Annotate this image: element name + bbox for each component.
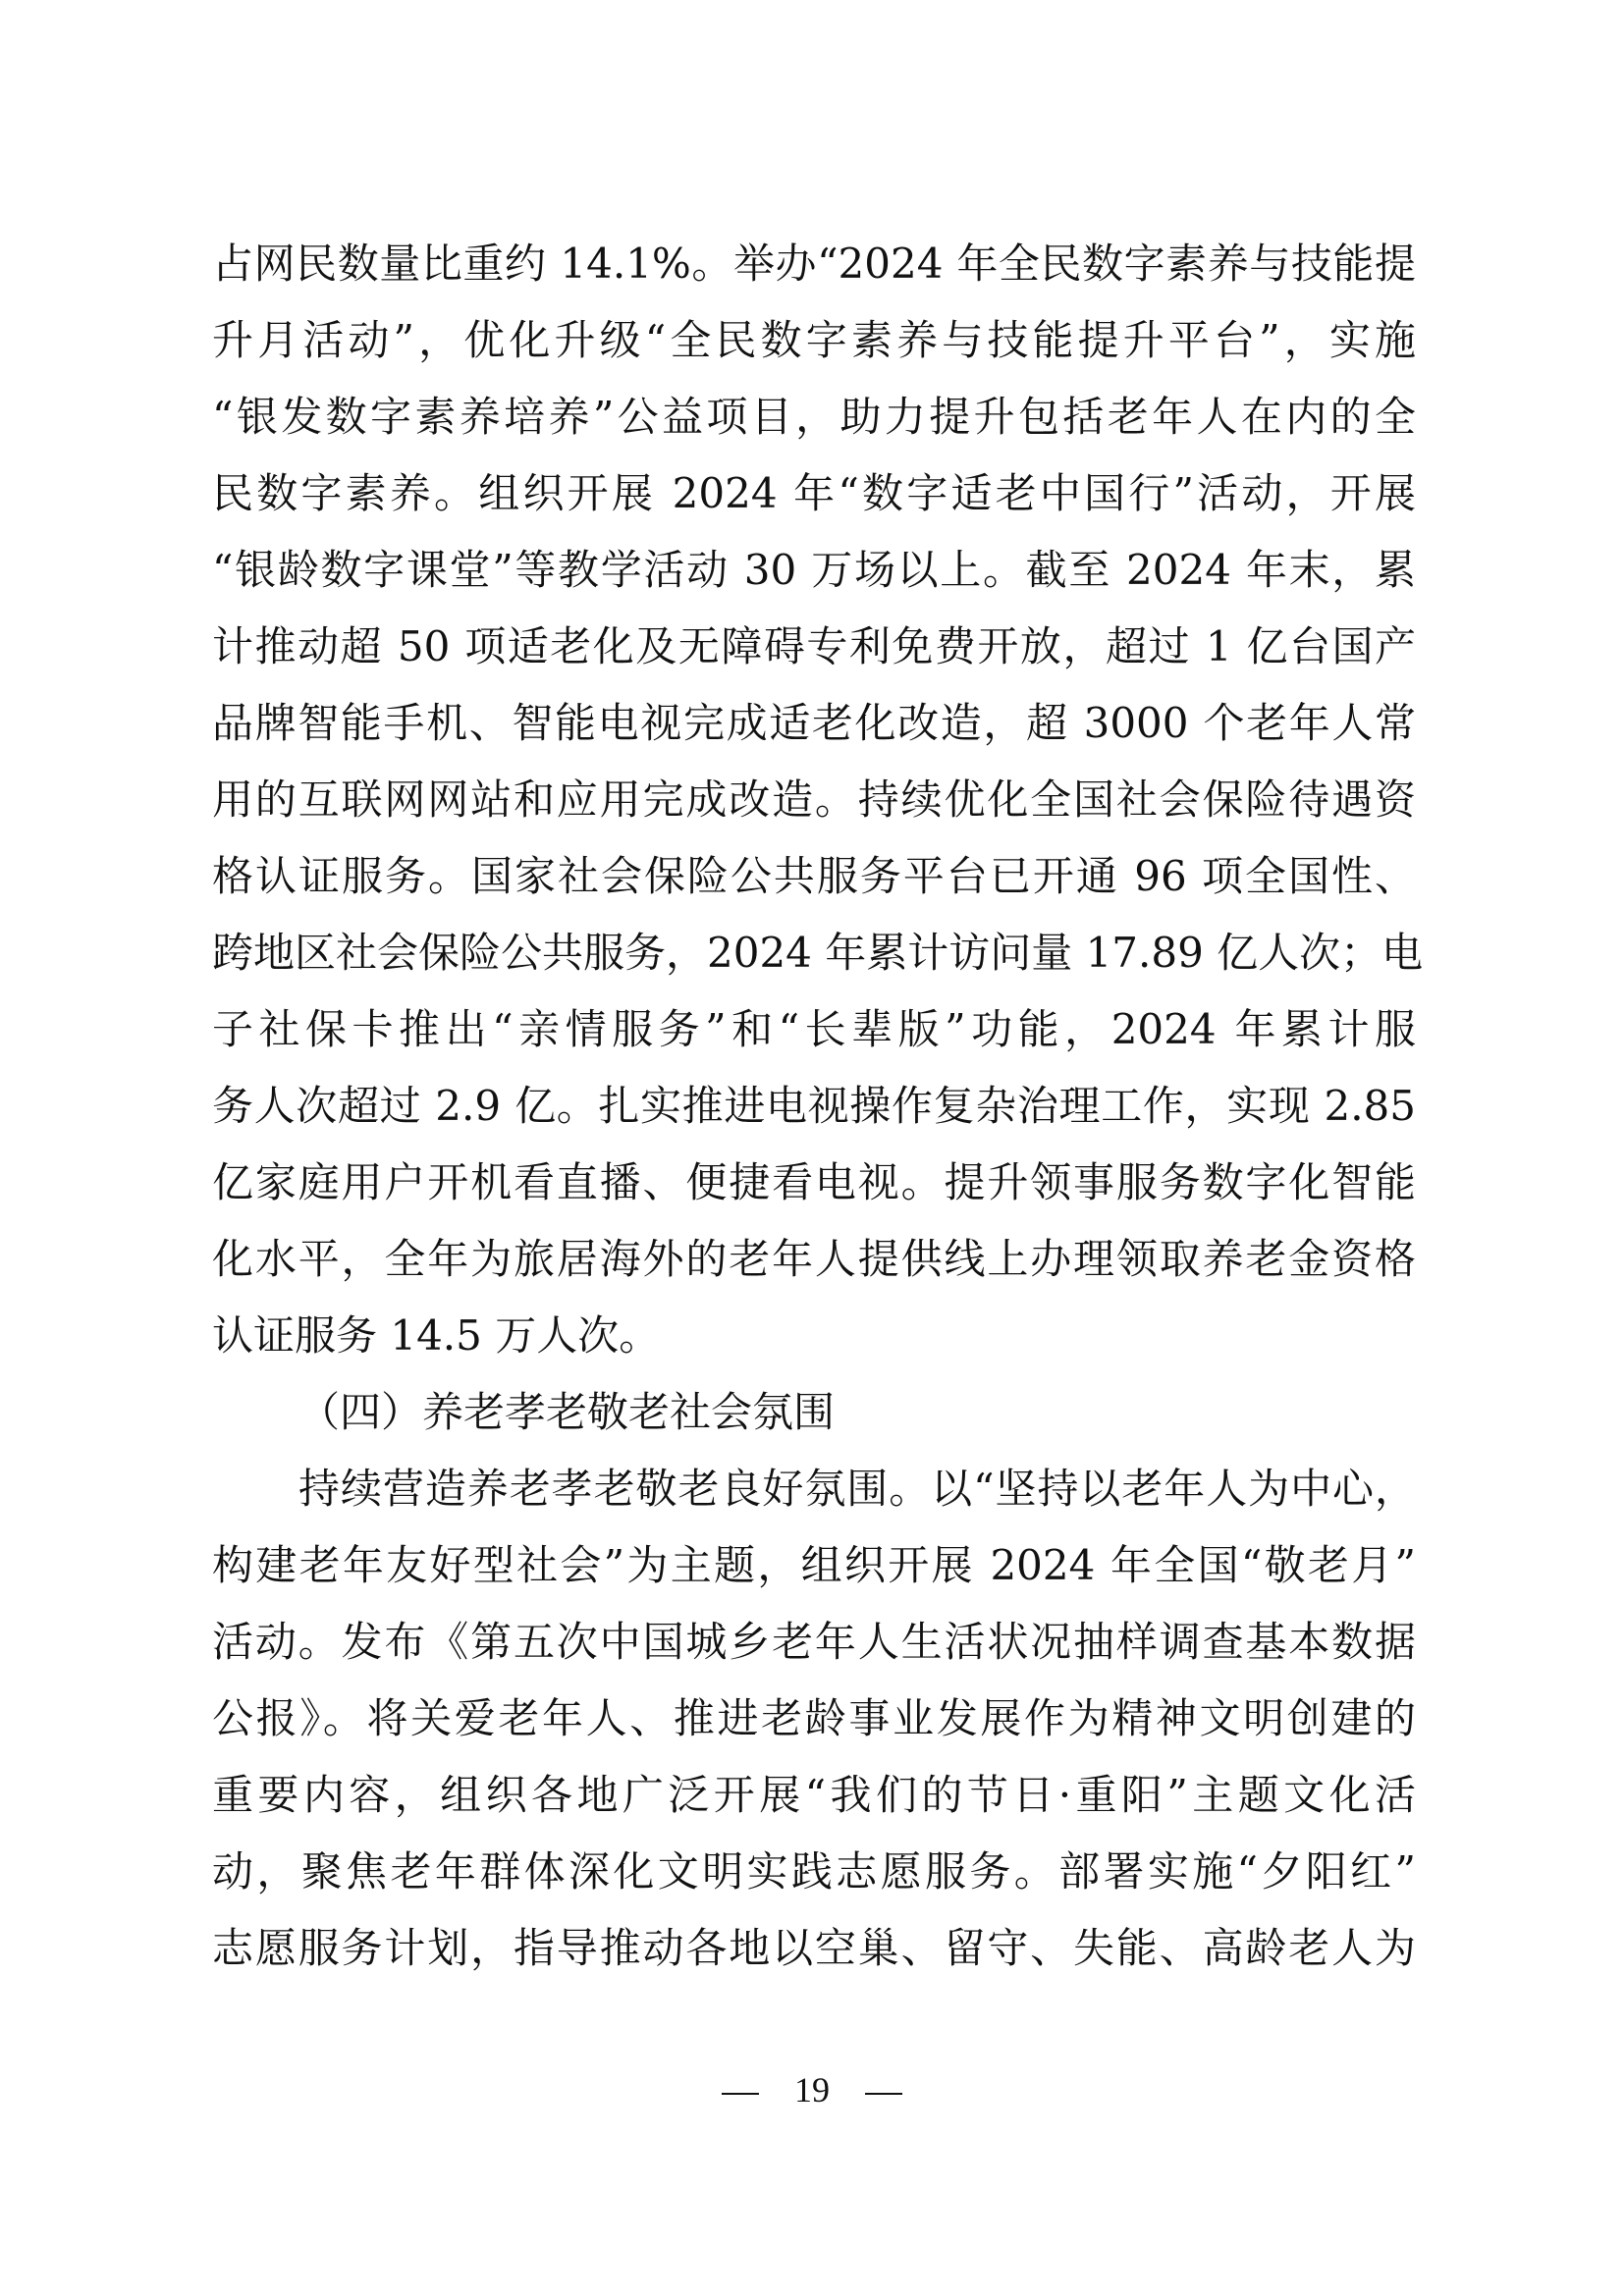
text-line: 重要内容，组织各地广泛开展“我们的节日·重阳”主题文化活 — [212, 1771, 1416, 1819]
paragraph-2 — [212, 1457, 1416, 1993]
text-line: “银发数字素养培养”公益项目，助力提升包括老年人在内的全 — [212, 393, 1416, 441]
text-line: 构建老年友好型社会”为主题，组织开展 2024 年全国“敬老月” — [212, 1541, 1416, 1589]
text-line: 认证服务 14.5 万人次。 — [212, 1311, 661, 1360]
text-line: 用的互联网网站和应用完成改造。持续优化全国社会保险待遇资 — [212, 775, 1416, 824]
text-line: 务人次超过 2.9 亿。扎实推进电视操作复杂治理工作，实现 2.85 — [212, 1082, 1416, 1130]
body-text — [212, 232, 1424, 1993]
text-line: 亿家庭用户开机看直播、便捷看电视。提升领事服务数字化智能 — [212, 1158, 1416, 1206]
text-line: 占网民数量比重约 14.1%。举办“2024 年全民数字素养与技能提 — [212, 240, 1416, 288]
dash-left — [722, 2093, 759, 2095]
text-line: “银龄数字课堂”等教学活动 30 万场以上。截至 2024 年末，累 — [212, 546, 1416, 594]
text-line: 民数字素养。组织开展 2024 年“数字适老中国行”活动，开展 — [212, 469, 1416, 517]
text-line: 跨地区社会保险公共服务，2024 年累计访问量 17.89 亿人次；电 — [212, 929, 1424, 977]
page-number — [0, 2069, 1624, 2110]
text-line: 升月活动”，优化升级“全民数字素养与技能提升平台”，实施 — [212, 316, 1416, 364]
page-number-value: 19 — [794, 2070, 830, 2109]
text-line: 格认证服务。国家社会保险公共服务平台已开通 96 项全国性、 — [212, 852, 1416, 900]
text-line: 品牌智能手机、智能电视完成适老化改造，超 3000 个老年人常 — [212, 699, 1416, 747]
text-line: 持续营造养老孝老敬老良好氛围。以“坚持以老年人为中心， — [298, 1465, 1416, 1513]
dash-right — [865, 2093, 902, 2095]
text-line: 计推动超 50 项适老化及无障碍专利免费开放，超过 1 亿台国产 — [212, 622, 1416, 670]
text-line: 子社保卡推出“亲情服务”和“长辈版”功能，2024 年累计服 — [212, 1005, 1416, 1053]
text-line: 化水平，全年为旅居海外的老年人提供线上办理领取养老金资格 — [212, 1235, 1416, 1283]
text-line: 动，聚焦老年群体深化文明实践志愿服务。部署实施“夕阳红” — [212, 1847, 1416, 1896]
section-heading: （四）养老孝老敬老社会氛围 — [298, 1388, 836, 1436]
text-line: 活动。发布《第五次中国城乡老年人生活状况抽样调查基本数据 — [212, 1618, 1416, 1666]
paragraph-1 — [212, 232, 1424, 1380]
text-line: 公报》。将关爱老年人、推进老龄事业发展作为精神文明创建的 — [212, 1694, 1416, 1742]
text-line: 志愿服务计划，指导推动各地以空巢、留守、失能、高龄老人为 — [212, 1924, 1416, 1972]
